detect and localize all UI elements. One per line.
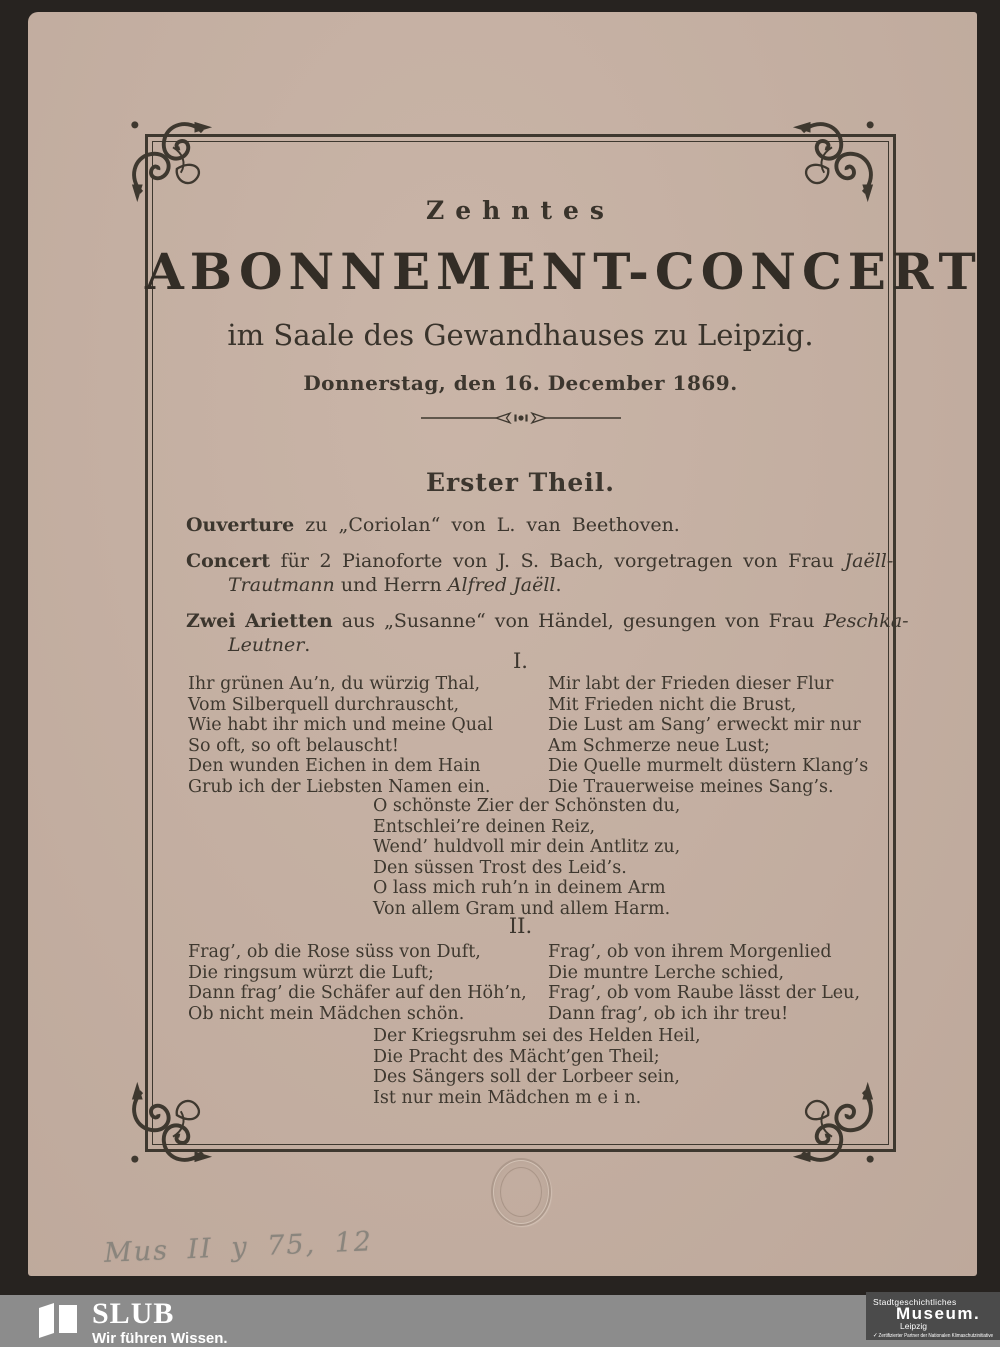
poem-line: Dann frag’ die Schäfer auf den Höh’n,	[188, 983, 527, 1004]
slub-logo-text	[92, 1297, 228, 1347]
handwritten-shelfmark-annotation: Mus II y 75, 12	[103, 1226, 374, 1269]
text-run: Alfred Jaëll	[447, 574, 556, 596]
song1-refrain	[373, 796, 680, 920]
poem-line: Ist nur mein Mädchen m e i n.	[373, 1087, 642, 1108]
poem-line: Mir labt der Frieden dieser Flur	[548, 674, 834, 694]
museum-certification-line	[873, 1332, 994, 1339]
poem-line: O schönste Zier der Schönsten du,	[373, 796, 681, 816]
song-number-heading: I.	[513, 649, 528, 673]
museum-region-label: Stadtgeschichtliches	[873, 1297, 957, 1307]
poem-line: Grub ich der Liebsten Namen ein.	[188, 776, 491, 797]
poem-line: Entschlei’re deinen Reiz,	[373, 816, 596, 837]
poem-line: Ihr grünen Au’n, du würzig Thal,	[188, 674, 481, 694]
venue-line: im Saale des Gewandhauses zu Leipzig.	[227, 318, 814, 352]
text-run: Jaëll-	[844, 550, 894, 572]
poem-line: Den süssen Trost des Leid’s.	[373, 857, 627, 878]
text-run: und Herrn	[334, 574, 448, 596]
programme-item-line	[186, 609, 909, 633]
open-book-icon	[36, 1302, 80, 1340]
programme-item-line	[186, 573, 874, 597]
page-title: ABONNEMENT-CONCERT	[145, 242, 982, 301]
poem-line: Den wunden Eichen in dem Hain	[188, 756, 481, 777]
song2-stanza-right-column	[548, 942, 860, 1024]
text-run: für 2 Pianoforte von J. S. Bach, vorgetragen von Frau	[270, 550, 845, 572]
song-number-heading: II.	[508, 914, 533, 938]
text-run: Trautmann	[228, 574, 335, 596]
embossed-blind-stamp	[491, 1158, 551, 1226]
text-run: aus „Susanne“ von Händel, gesungen von Frau	[332, 610, 824, 632]
programme-item	[186, 513, 874, 537]
poem-line: Die Lust am Sang’ erweckt mir nur	[548, 715, 861, 736]
slub-wordmark: SLUB	[92, 1297, 175, 1330]
divider-ornament	[145, 410, 896, 430]
poem-line: Mit Frieden nicht die Brust,	[548, 694, 797, 715]
part-heading: Erster Theil.	[425, 468, 615, 497]
slub-logo	[36, 1297, 228, 1347]
song2-stanza-left-column	[188, 942, 527, 1024]
poem-line: Wend’ huldvoll mir dein Antlitz zu,	[373, 837, 681, 858]
programme-item	[186, 549, 894, 597]
museum-wordmark: Museum.	[896, 1304, 981, 1323]
poem-line: Die Quelle murmelt düstern Klang’s	[548, 756, 869, 777]
certification-text: Zertifizierter Partner der Nationalen Klimaschutzinitiative	[878, 1333, 994, 1339]
poem-line: Von allem Gram und allem Harm.	[373, 898, 671, 919]
song1-stanza-right-column	[548, 674, 868, 798]
poem-line: Vom Silberquell durchrauscht,	[188, 694, 460, 715]
text-run: Ouverture	[186, 514, 295, 536]
museum-city-label: Leipzig	[900, 1321, 927, 1331]
poem-line: Die Pracht des Mächt’gen Theil;	[373, 1046, 660, 1067]
poem-line: Frag’, ob die Rose süss von Duft,	[188, 942, 481, 962]
scanned-concert-programme-page	[28, 12, 982, 1276]
check-icon: ✓	[873, 1333, 878, 1339]
poem-line: O lass mich ruh’n in deinem Arm	[373, 878, 666, 899]
text-run: Peschka-	[823, 610, 909, 632]
footer-bar	[0, 1295, 1000, 1347]
poem-line: Wie habt ihr mich und meine Qual	[188, 715, 494, 736]
programme-item-line	[186, 549, 894, 573]
slub-tagline: Wir führen Wissen.	[92, 1330, 228, 1347]
poem-line: Der Kriegsruhm sei des Helden Heil,	[373, 1026, 701, 1046]
series-label: Zehntes	[425, 196, 616, 225]
text-run: .	[304, 634, 311, 656]
date-line: Donnerstag, den 16. December 1869.	[303, 371, 738, 395]
text-run: Leutner	[228, 634, 305, 656]
programme-item-line	[186, 513, 874, 537]
poem-line: Die muntre Lerche schied,	[548, 962, 785, 983]
poem-line: Ob nicht mein Mädchen schön.	[188, 1003, 465, 1024]
text-run: zu „Coriolan“ von L. van Beethoven.	[294, 514, 680, 536]
poem-line: Am Schmerze neue Lust;	[548, 735, 770, 756]
text-run: .	[555, 574, 562, 596]
poem-line: Des Sängers soll der Lorbeer sein,	[373, 1067, 680, 1088]
poem-line: So oft, so oft belauscht!	[188, 735, 399, 756]
embossed-blind-stamp-inner-ring	[500, 1167, 542, 1217]
poem-line: Dann frag’, ob ich ihr treu!	[548, 1003, 789, 1024]
poem-line: Frag’, ob von ihrem Morgenlied	[548, 942, 832, 962]
poem-line: Die ringsum würzt die Luft;	[188, 962, 434, 983]
programme-list	[186, 513, 909, 669]
poem-line: Frag’, ob vom Raube lässt der Leu,	[548, 983, 861, 1004]
text-run: Concert	[186, 550, 271, 572]
song1-stanza-left-column	[188, 674, 493, 798]
museum-logo-box	[866, 1292, 1000, 1340]
poem-line: Die Trauerweise meines Sang’s.	[548, 776, 834, 797]
song2-refrain	[373, 1026, 701, 1108]
text-run: Zwei Arietten	[186, 610, 333, 632]
